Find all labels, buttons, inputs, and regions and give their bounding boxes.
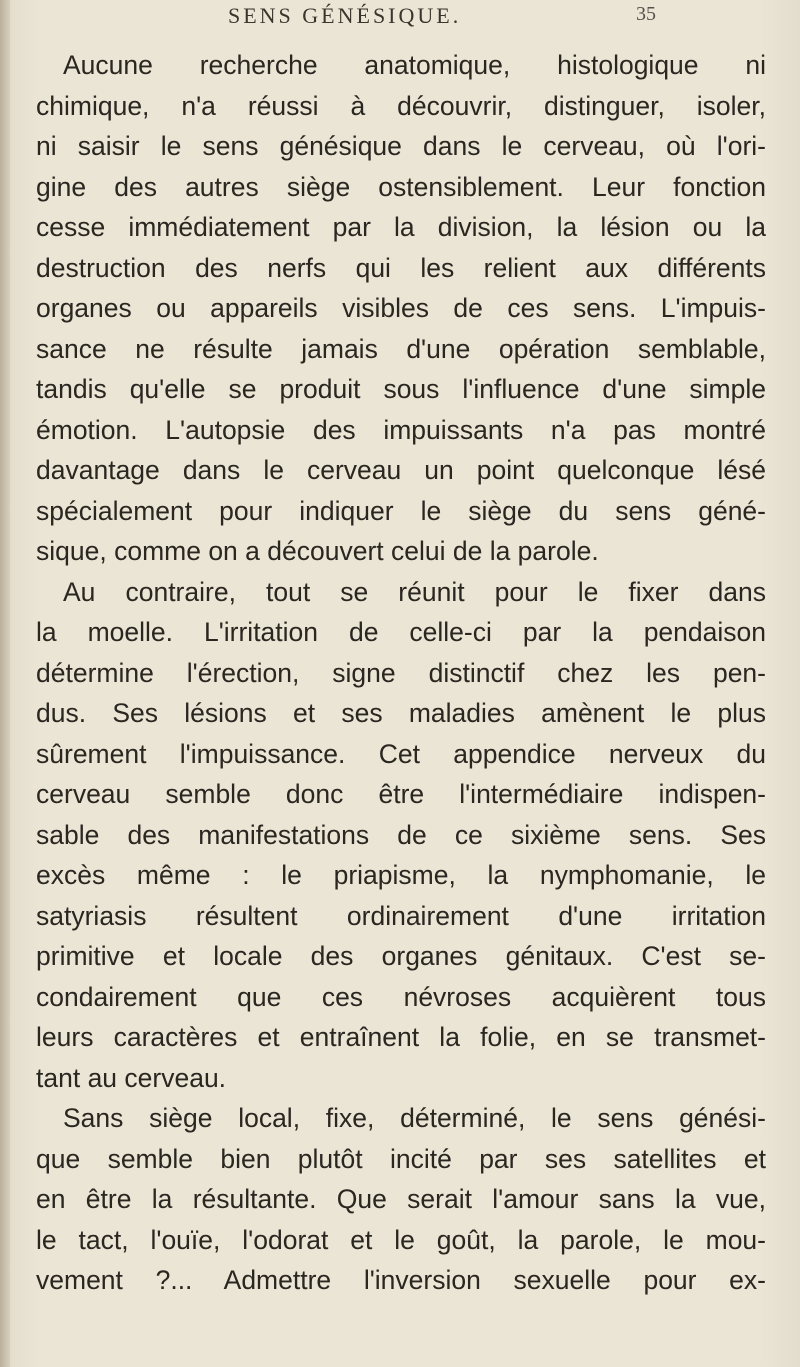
text-line: Sans siège local, fixe, déterminé, le sens génési- (63, 1103, 766, 1133)
text-line: cerveau semble donc être l'intermédiaire indispen- (36, 779, 766, 809)
text-line: leurs caractères et entraînent la folie, en se transmet- (36, 1022, 766, 1052)
text-line: que semble bien plutôt incité par ses satellites et (36, 1143, 766, 1174)
text-line: excès même : le priapisme, la nymphomanie, le (36, 860, 766, 890)
text-line: Au contraire, tout se réunit pour le fixer dans (63, 576, 766, 607)
text-line: sûrement l'impuissance. Cet appendice nerveux du (36, 738, 766, 769)
page-gutter-shadow (0, 0, 10, 1367)
text-line: chimique, n'a réussi à découvrir, distinguer, isoler, (36, 90, 766, 121)
text-line: tandis qu'elle se produit sous l'influence d'une simple (36, 374, 766, 404)
running-title: SENS GÉNÉSIQUE. (228, 3, 462, 28)
text-line: dus. Ses lésions et ses maladies amènent le plus (36, 698, 766, 728)
page-number: 35 (636, 3, 656, 25)
text-line: spécialement pour indiquer le siège du sens géné- (36, 495, 766, 526)
text-line: condairement que ces névroses acquièrent tous (36, 981, 766, 1012)
text-line: détermine l'érection, signe distinctif chez les pen- (36, 657, 766, 688)
text-line: ni saisir le sens génésique dans le cerveau, où l'ori- (36, 131, 766, 161)
text-line: satyriasis résultent ordinairement d'une irritation (36, 900, 766, 931)
text-line: tant au cerveau. (36, 1062, 227, 1093)
text-line: émotion. L'autopsie des impuissants n'a pas montré (36, 414, 766, 445)
text-line: gine des autres siège ostensiblement. Leur fonction (36, 171, 766, 202)
text-line: vement ?... Admettre l'inversion sexuelle pour ex- (36, 1265, 766, 1295)
text-line: Aucune recherche anatomique, histologique ni (63, 50, 766, 80)
running-head (0, 3, 800, 29)
text-line: primitive et locale des organes génitaux. C'est se- (36, 941, 766, 971)
text-line: le tact, l'ouïe, l'odorat et le goût, la parole, le mou- (36, 1224, 766, 1255)
text-line: en être la résultante. Que serait l'amour sans la vue, (36, 1184, 766, 1214)
text-line: sique, comme on a découvert celui de la parole. (36, 536, 599, 566)
text-line: cesse immédiatement par la division, la lésion ou la (36, 212, 766, 242)
text-line: davantage dans le cerveau un point quelconque lésé (36, 455, 766, 485)
text-line: la moelle. L'irritation de celle-ci par la pendaison (36, 617, 766, 647)
text-line: organes ou appareils visibles de ces sens. L'impuis- (36, 293, 766, 323)
text-line: sable des manifestations de ce sixième sens. Ses (36, 819, 766, 850)
text-line: destruction des nerfs qui les relient aux différents (36, 252, 766, 283)
body-text (36, 46, 766, 1302)
text-line: sance ne résulte jamais d'une opération semblable, (36, 333, 766, 364)
